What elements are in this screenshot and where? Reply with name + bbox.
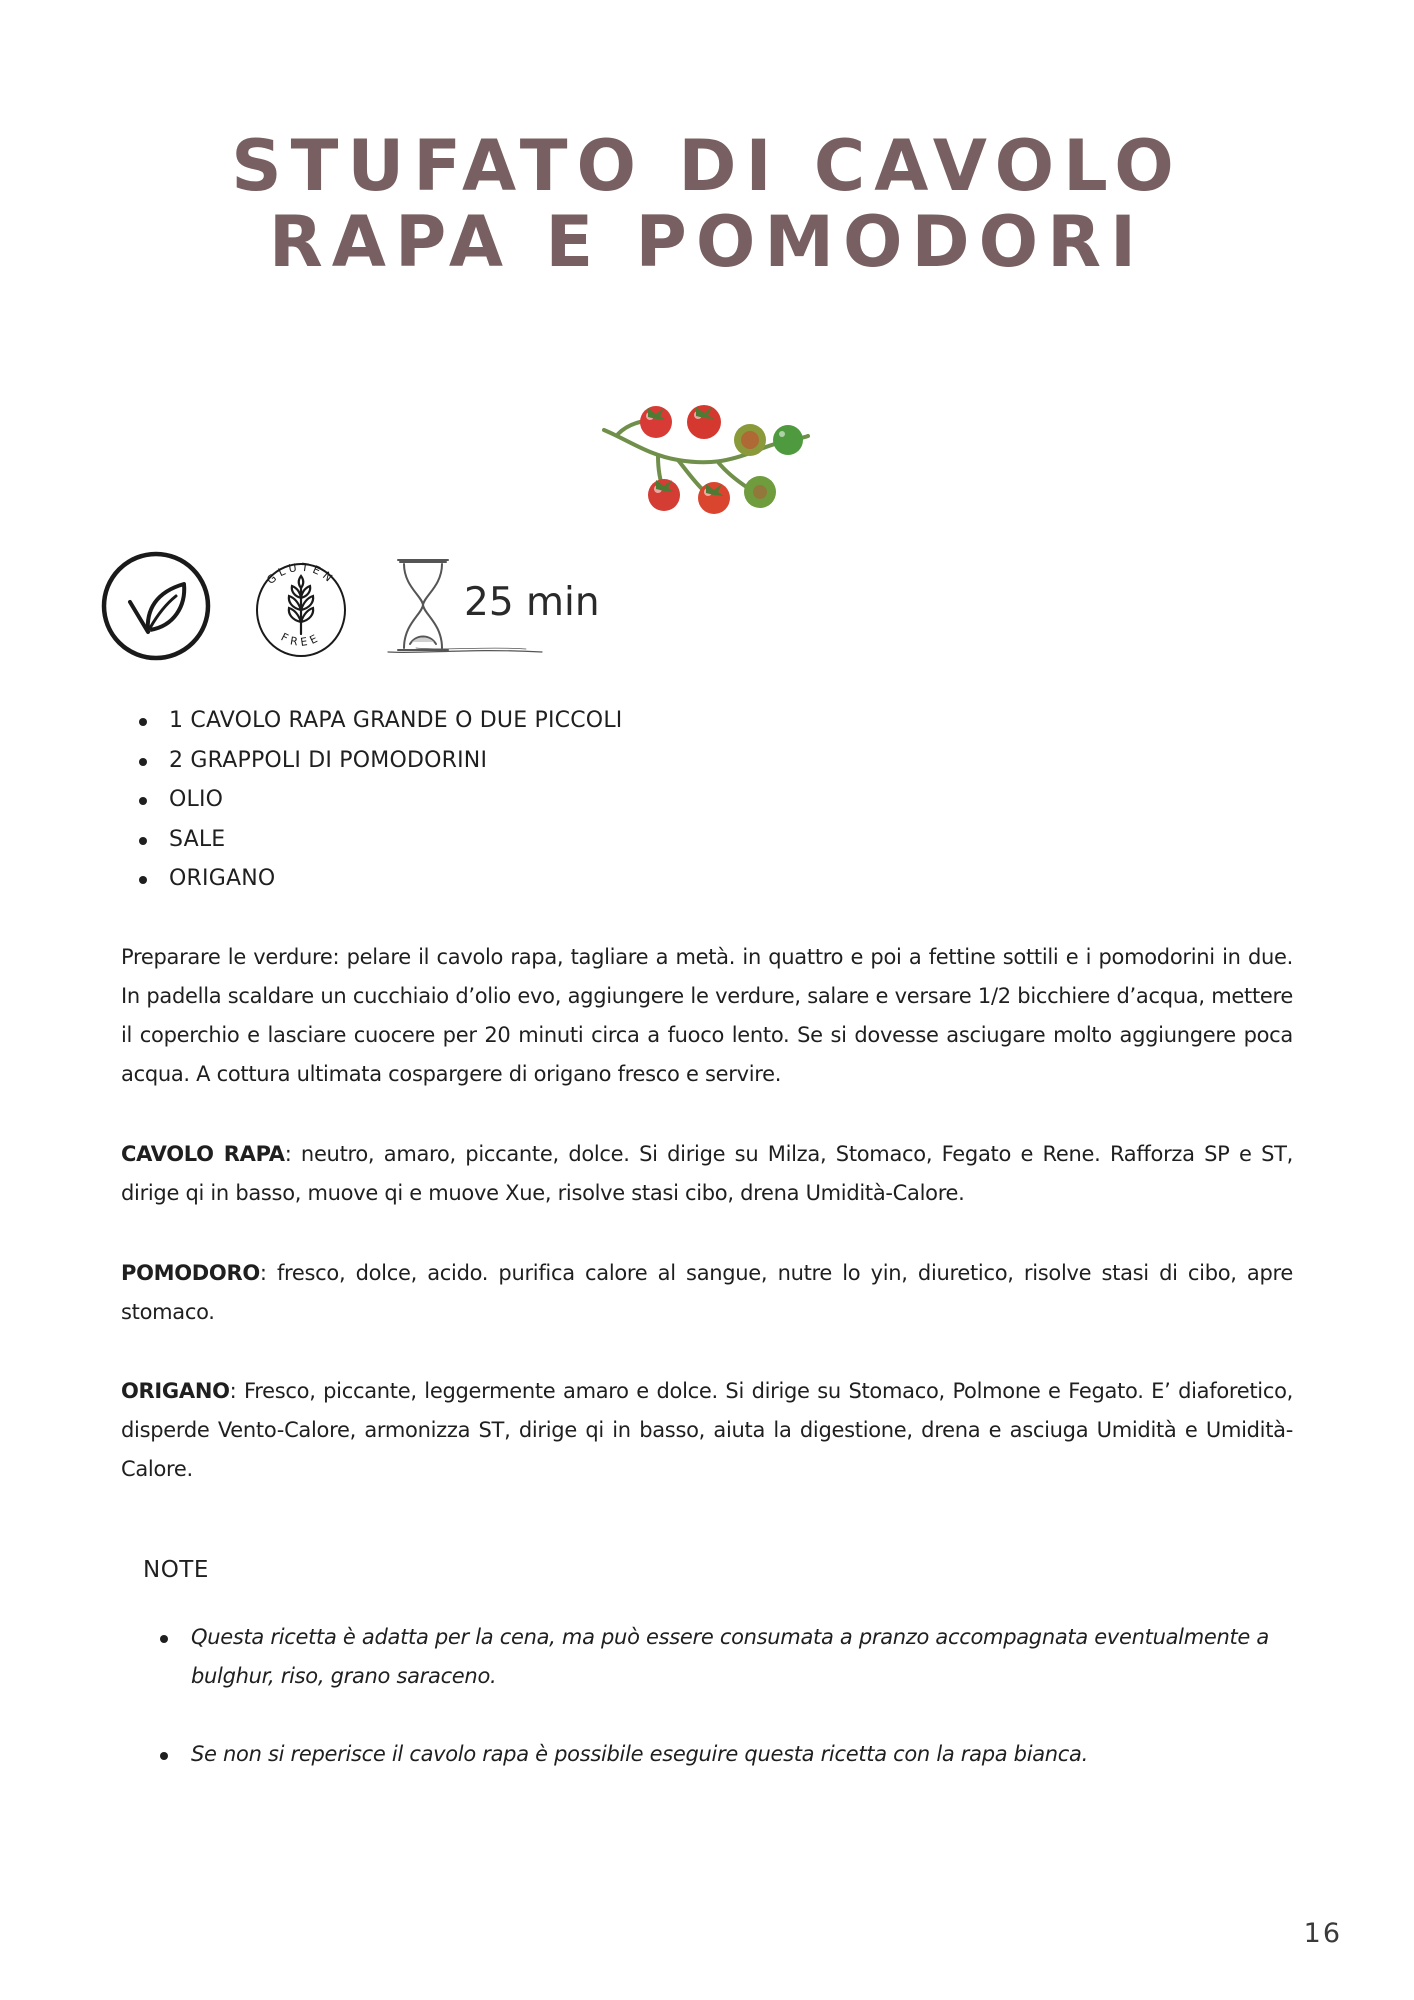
leaf-icon [100,550,212,662]
cherry-tomato-vine-illustration [598,400,818,525]
free-label: FREE [278,630,324,650]
property-text: : fresco, dolce, acido. purifica calore al sangue, nutre lo yin, diuretico, risolve stasi di cibo, apre stomaco. [121,1261,1293,1324]
list-item: Questa ricetta è adatta per la cena, ma può essere consumata a pranzo accompagnata eventualmente a bulghur, riso, grano saraceno. [155,1618,1295,1696]
property-text: : neutro, amaro, piccante, dolce. Si dirige su Milza, Stomaco, Fegato e Rene. Rafforza SP e ST, dirige qi in basso, muove qi e muove Xue, risolve stasi cibo, drena Umidità-Calore. [121,1142,1294,1205]
page-number: 16 [1303,1918,1342,1949]
list-item: Se non si reperisce il cavolo rapa è possibile eseguire questa ricetta con la rapa bianca. [155,1735,1295,1774]
list-item: 1 CAVOLO RAPA GRANDE O DUE PICCOLI [121,701,1293,741]
list-item: OLIO [121,780,1293,820]
property-name: ORIGANO [121,1379,230,1403]
property-pomodoro [121,1254,1293,1332]
method-paragraph: Preparare le verdure: pelare il cavolo rapa, tagliare a metà. in quattro e poi a fettine sottili e i pomodorini in due. In padella scaldare un cucchiaio d’olio evo, aggiungere le verdure, salare e versare 1/2 bicchiere d’acqua, mettere il coperchio e lasciare cuocere per 20 minuti circa a fuoco lento. Se si dovesse asciugare molto aggiungere poca acqua. A cottura ultimata cospargere di origano fresco e servire. [121,945,1293,1086]
recipe-title-line-2: RAPA E POMODORI [268,201,1146,283]
notes-title: NOTE [143,1557,209,1583]
gluten-free-icon [248,548,354,666]
notes-list [155,1618,1295,1813]
ingredient-list [121,701,1293,899]
list-item: SALE [121,820,1293,860]
recipe-title [0,125,1414,283]
list-item: 2 GRAPPOLI DI POMODORINI [121,741,1293,781]
list-item: ORIGANO [121,859,1293,899]
property-name: CAVOLO RAPA [121,1142,285,1166]
gluten-label: GLUTEN [264,560,338,587]
property-name: POMODORO [121,1261,260,1285]
recipe-title-line-1: STUFATO DI CAVOLO [231,125,1183,207]
property-origano [121,1372,1293,1489]
prep-time: 25 min [464,580,600,625]
property-text: : Fresco, piccante, leggermente amaro e dolce. Si dirige su Stomaco, Polmone e Fegato. E’ diaforetico, disperde Vento-Calore, armonizza ST, dirige qi in basso, aiuta la digestione, drena e asciuga Umidità e Umidità-Calore. [121,1379,1293,1481]
property-cavolo-rapa [121,1135,1293,1213]
